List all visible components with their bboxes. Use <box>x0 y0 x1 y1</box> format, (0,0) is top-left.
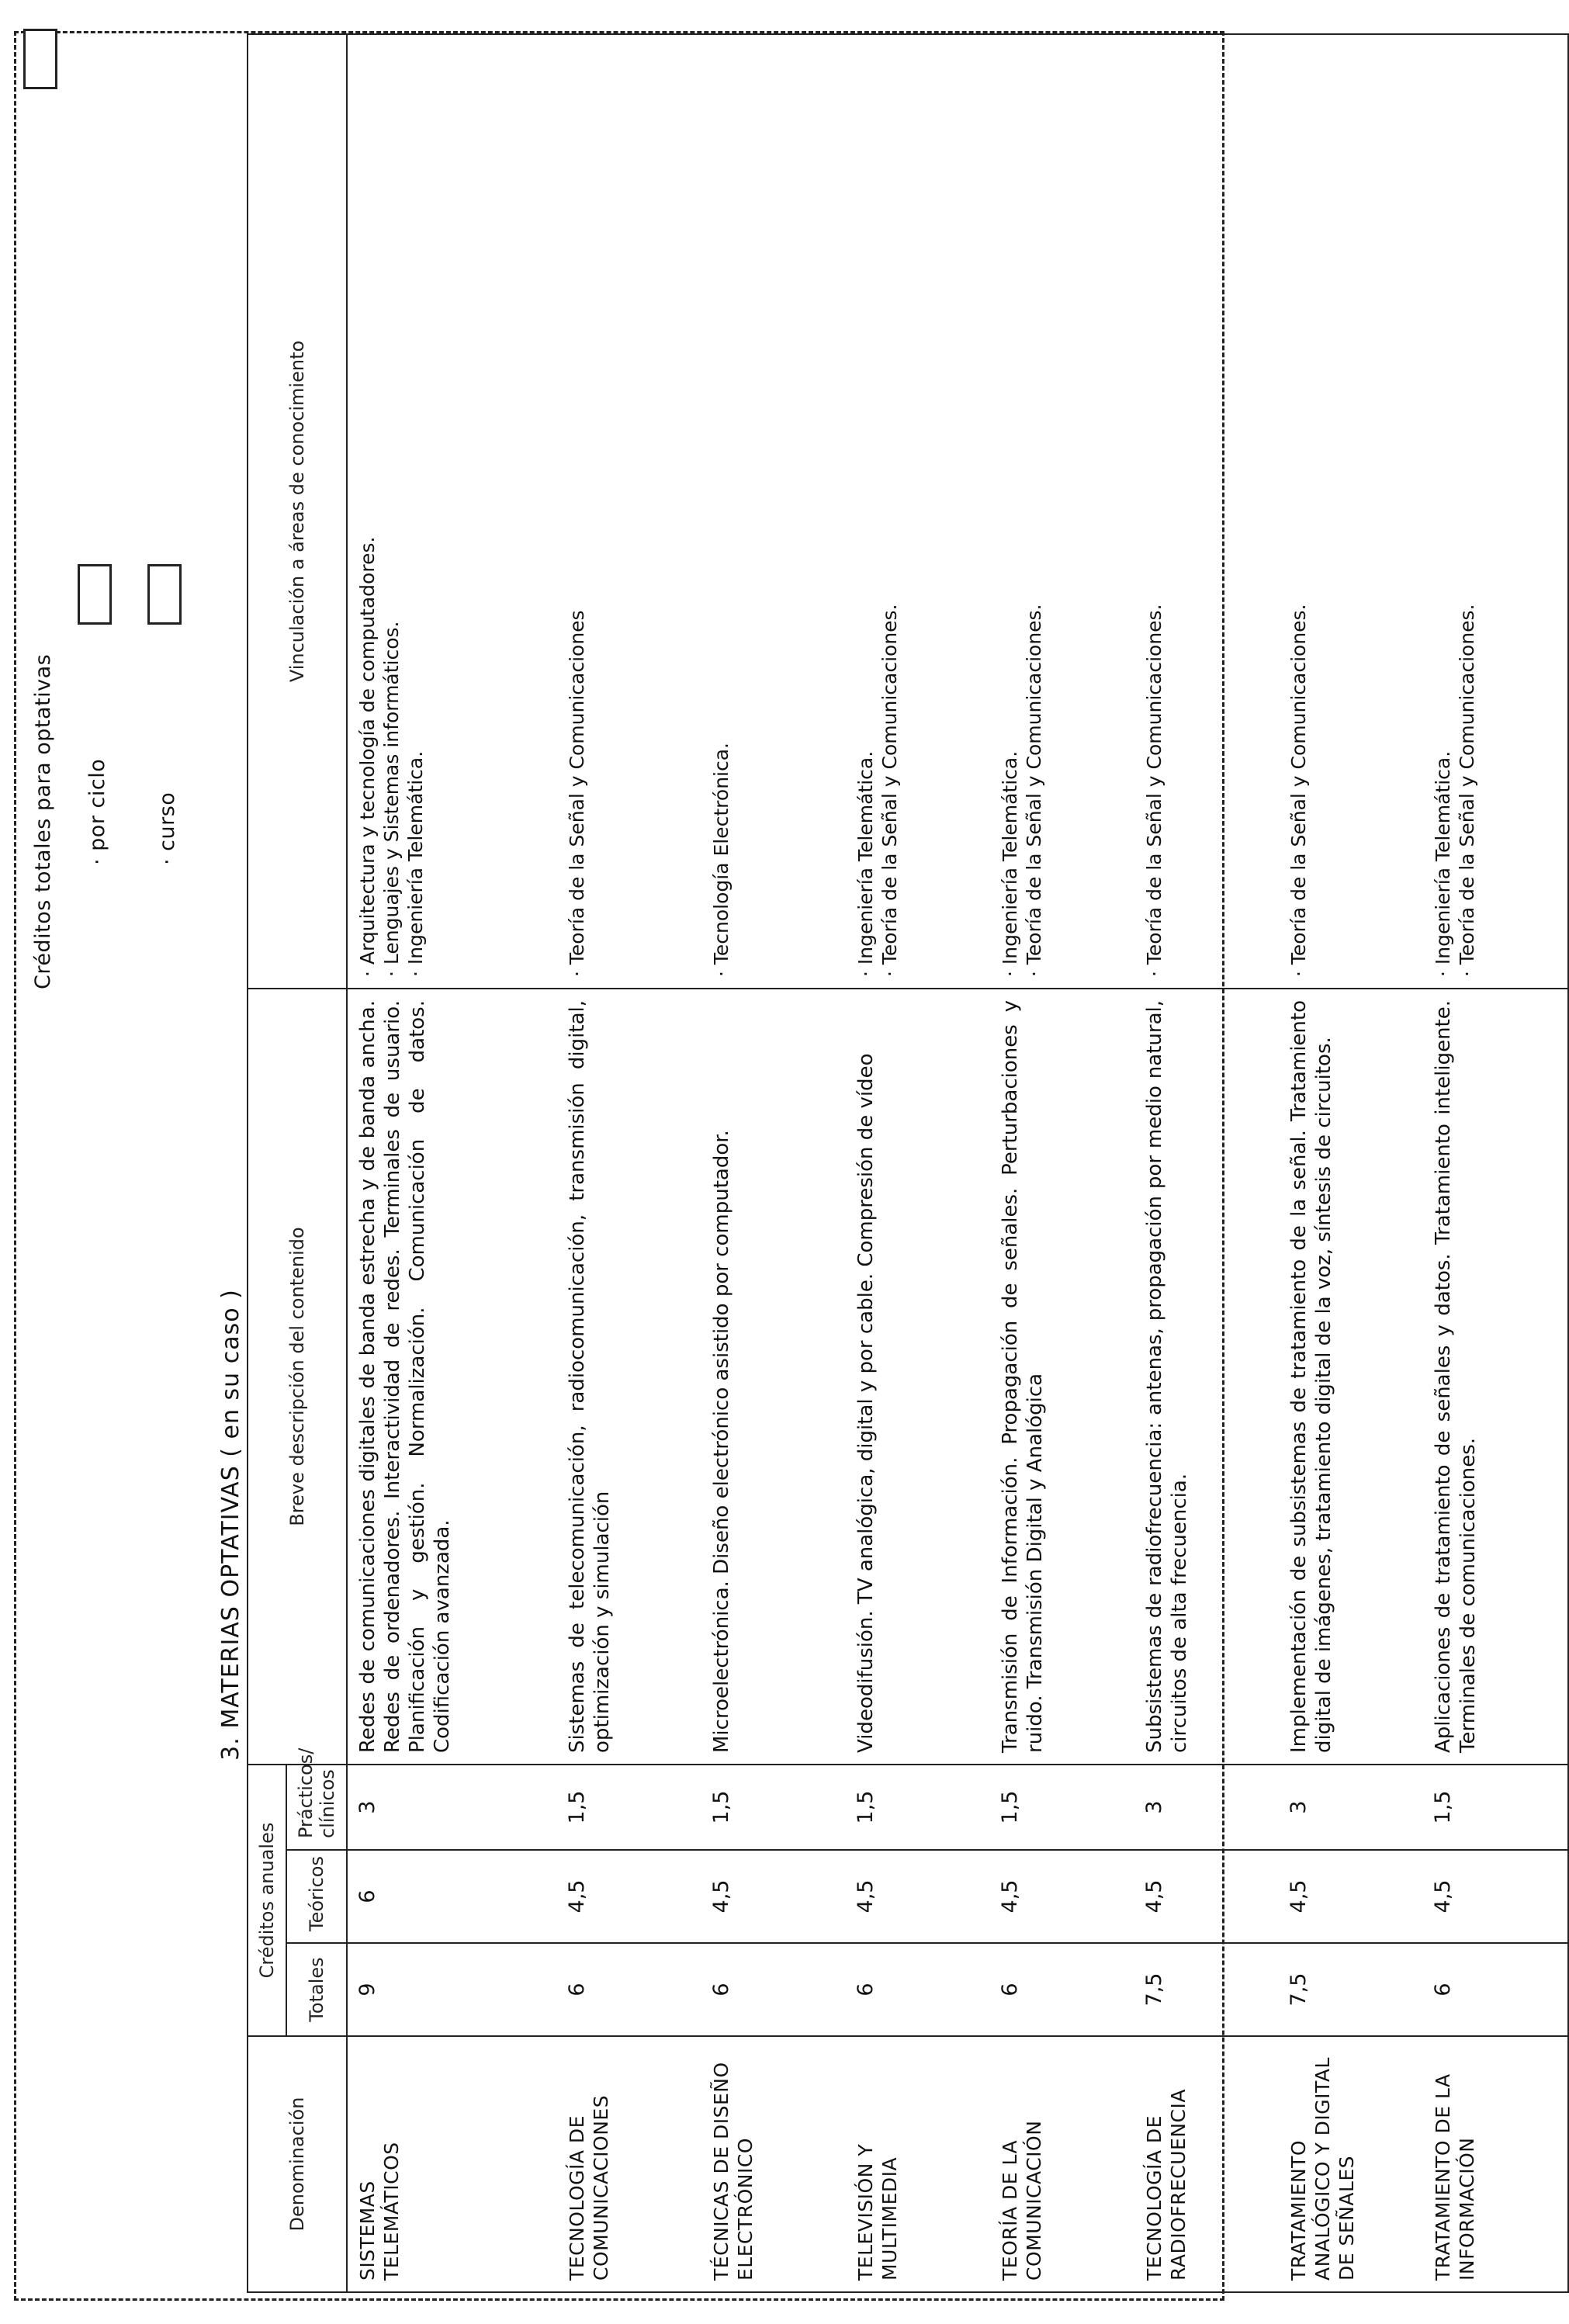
credits-practice: 1,5 <box>557 1765 701 1850</box>
credits-total: 6 <box>701 1943 846 2036</box>
area-item: · Teoría de la Señal y Comunicaciones. <box>878 604 901 977</box>
area-item: · Arquitectura y tecnología de computadores. <box>356 536 379 977</box>
credits-practice: 3 <box>347 1765 557 1850</box>
table-row <box>846 34 990 2292</box>
per-course-box <box>147 564 182 625</box>
credits-theory: 4,5 <box>1423 1850 1568 1943</box>
table-row <box>990 34 1134 2292</box>
section-title: 3. MATERIAS OPTATIVAS ( en su caso ) <box>217 1289 244 1761</box>
subject-description: Redes de comunicaciones digitales de banda estrecha y de banda ancha. Redes de ordenadores. Interactividad de redes. Terminales de usuario. Planificación y gestión. Normalización. Comunicación de datos. Codificación avanzada. <box>347 989 557 1765</box>
credits-practice: 3 <box>1134 1765 1279 1850</box>
area-item: · Teoría de la Señal y Comunicaciones. <box>1143 604 1165 977</box>
table-row <box>347 34 557 2292</box>
subject-name: TRATAMIENTO DE LA INFORMACIÓN <box>1423 2036 1568 2292</box>
credits-theory: 4,5 <box>701 1850 846 1943</box>
credits-theory: 4,5 <box>990 1850 1134 1943</box>
subject-description: Subsistemas de radiofrecuencia: antenas, propagación por medio natural, circuitos de alta frecuencia. <box>1134 989 1279 1765</box>
col-descripcion: Breve descripción del contenido <box>248 989 347 1765</box>
credits-theory: 4,5 <box>1134 1850 1279 1943</box>
col-denominacion: Denominación <box>248 2036 347 2292</box>
area-item: · Ingeniería Telemática. <box>1432 750 1454 977</box>
per-cycle-box <box>78 564 112 625</box>
area-item: · Lenguajes y Sistemas informáticos. <box>380 621 403 977</box>
col-practicos: Prácticos/ clínicos <box>286 1765 347 1850</box>
per-course-label: · curso <box>155 791 179 865</box>
subject-description: Implementación de subsistemas de tratamiento de la señal. Tratamiento digital de imágenes, tratamiento digital de la voz, síntesis de circuitos. <box>1279 989 1423 1765</box>
knowledge-areas <box>347 34 557 989</box>
area-item: · Teoría de la Señal y Comunicaciones. <box>1023 604 1045 977</box>
subject-description: Microelectrónica. Diseño electrónico asistido por computador. <box>701 989 846 1765</box>
knowledge-areas <box>557 34 701 989</box>
table-row <box>1423 34 1568 2292</box>
credits-practice: 1,5 <box>846 1765 990 1850</box>
knowledge-areas <box>701 34 846 989</box>
credits-total: 6 <box>557 1943 701 2036</box>
knowledge-areas <box>1423 34 1568 989</box>
subject-name: TÉCNICAS DE DISEÑO ELECTRÓNICO <box>701 2036 846 2292</box>
subject-name: TECNOLOGÍA DE COMUNICACIONES <box>557 2036 701 2292</box>
knowledge-areas <box>846 34 990 989</box>
credits-total: 7,5 <box>1134 1943 1279 2036</box>
knowledge-areas <box>1134 34 1279 989</box>
optional-subjects-table <box>247 33 1569 2293</box>
subject-description: Transmisión de Información. Propagación de señales. Perturbaciones y ruido. Transmisión Digital y Analógica <box>990 989 1134 1765</box>
credits-total: 7,5 <box>1279 1943 1423 2036</box>
credits-practice: 1,5 <box>701 1765 846 1850</box>
credits-total: 6 <box>846 1943 990 2036</box>
area-item: · Teoría de la Señal y Comunicaciones. <box>1456 604 1478 977</box>
credits-practice: 1,5 <box>990 1765 1134 1850</box>
subject-description: Aplicaciones de tratamiento de señales y datos. Tratamiento inteligente. Terminales de comunicaciones. <box>1423 989 1568 1765</box>
subject-name: TEORÍA DE LA COMUNICACIÓN <box>990 2036 1134 2292</box>
area-item: · Teoría de la Señal y Comunicaciones. <box>1287 604 1310 977</box>
credits-total-label: Créditos totales para optativas <box>31 653 55 989</box>
subject-description: Videodifusión. TV analógica, digital y por cable. Compresión de vídeo <box>846 989 990 1765</box>
col-teoricos: Teóricos <box>286 1850 347 1943</box>
per-cycle-label: · por ciclo <box>85 758 109 865</box>
area-item: · Ingeniería Telemática. <box>404 750 427 977</box>
col-vinculacion: Vinculación a áreas de conocimiento <box>248 34 347 989</box>
credits-theory: 4,5 <box>1279 1850 1423 1943</box>
header-row-1 <box>248 34 286 2292</box>
credits-total: 6 <box>990 1943 1134 2036</box>
credits-theory: 4,5 <box>846 1850 990 1943</box>
subject-name: TELEVISIÓN Y MULTIMEDIA <box>846 2036 990 2292</box>
table-row <box>701 34 846 2292</box>
subject-description: Sistemas de telecomunicación, radiocomunicación, transmisión digital, optimización y simulación <box>557 989 701 1765</box>
knowledge-areas <box>1279 34 1423 989</box>
credits-theory: 6 <box>347 1850 557 1943</box>
area-item: · Tecnología Electrónica. <box>710 742 733 977</box>
credits-total: 9 <box>347 1943 557 2036</box>
area-item: · Teoría de la Señal y Comunicaciones <box>566 610 588 977</box>
credits-theory: 4,5 <box>557 1850 701 1943</box>
subject-name: TRATAMIENTO ANALÓGICO Y DIGITAL DE SEÑALES <box>1279 2036 1423 2292</box>
credits-total: 6 <box>1423 1943 1568 2036</box>
area-item: · Ingeniería Telemática. <box>854 750 877 977</box>
subject-name: SISTEMAS TELEMÁTICOS <box>347 2036 557 2292</box>
credits-practice: 1,5 <box>1423 1765 1568 1850</box>
knowledge-areas <box>990 34 1134 989</box>
table-row <box>1279 34 1423 2292</box>
table-row <box>1134 34 1279 2292</box>
total-credits-box <box>23 29 57 89</box>
table-row <box>557 34 701 2292</box>
col-creditos-anuales: Créditos anuales <box>248 1765 286 2036</box>
col-totales: Totales <box>286 1943 347 2036</box>
subject-name: TECNOLOGÍA DE RADIOFRECUENCIA <box>1134 2036 1279 2292</box>
area-item: · Ingeniería Telemática. <box>999 750 1021 977</box>
credits-practice: 3 <box>1279 1765 1423 1850</box>
